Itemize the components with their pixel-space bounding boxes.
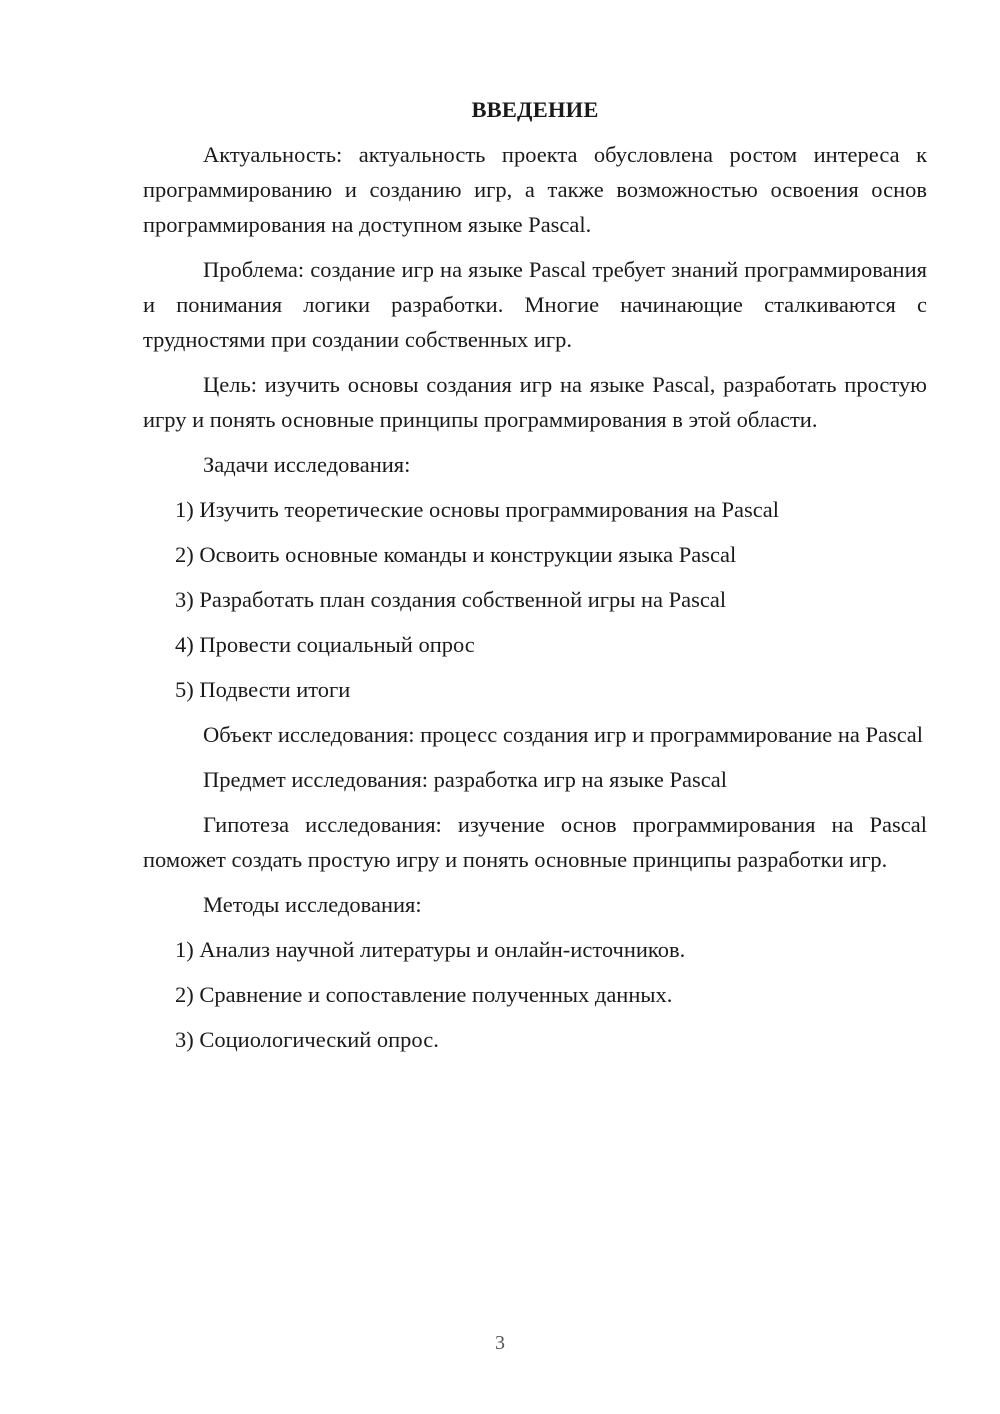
hypothesis-paragraph: Гипотеза исследования: изучение основ программирования на Pascal поможет создать простую игру и понять основные принципы разработки игр. bbox=[143, 812, 927, 872]
tasks-title: Задачи исследования: bbox=[203, 452, 411, 477]
method-item: 1) Анализ научной литературы и онлайн-источников. bbox=[175, 937, 686, 962]
methods-title: Методы исследования: bbox=[203, 892, 422, 917]
task-item: 3) Разработать план создания собственной игры на Pascal bbox=[175, 587, 727, 612]
task-item: 5) Подвести итоги bbox=[175, 677, 351, 702]
method-item: 2) Сравнение и сопоставление полученных данных. bbox=[175, 982, 673, 1007]
subject-paragraph: Предмет исследования: разработка игр на языке Pascal bbox=[203, 767, 727, 792]
task-item: 2) Освоить основные команды и конструкции языка Pascal bbox=[175, 542, 737, 567]
task-item: 1) Изучить теоретические основы программирования на Pascal bbox=[175, 497, 779, 522]
document-page bbox=[143, 92, 927, 1067]
section-heading: ВВЕДЕНИЕ bbox=[471, 97, 599, 122]
goal-paragraph: Цель: изучить основы создания игр на языке Pascal, разработать простую игру и понять основные принципы программирования в этой области. bbox=[143, 372, 927, 432]
problem-paragraph: Проблема: создание игр на языке Pascal требует знаний программирования и понимания логики разработки. Многие начинающие сталкиваются с трудностями при создании собственных игр. bbox=[143, 257, 927, 352]
relevance-paragraph: Актуальность: актуальность проекта обусловлена ростом интереса к программированию и созданию игр, а также возможностью освоения основ программирования на доступном языке Pascal. bbox=[143, 142, 927, 237]
page-number: 3 bbox=[495, 1332, 505, 1354]
task-item: 4) Провести социальный опрос bbox=[175, 632, 475, 657]
object-paragraph: Объект исследования: процесс создания игр и программирование на Pascal bbox=[203, 722, 924, 747]
method-item: 3) Социологический опрос. bbox=[175, 1027, 439, 1052]
